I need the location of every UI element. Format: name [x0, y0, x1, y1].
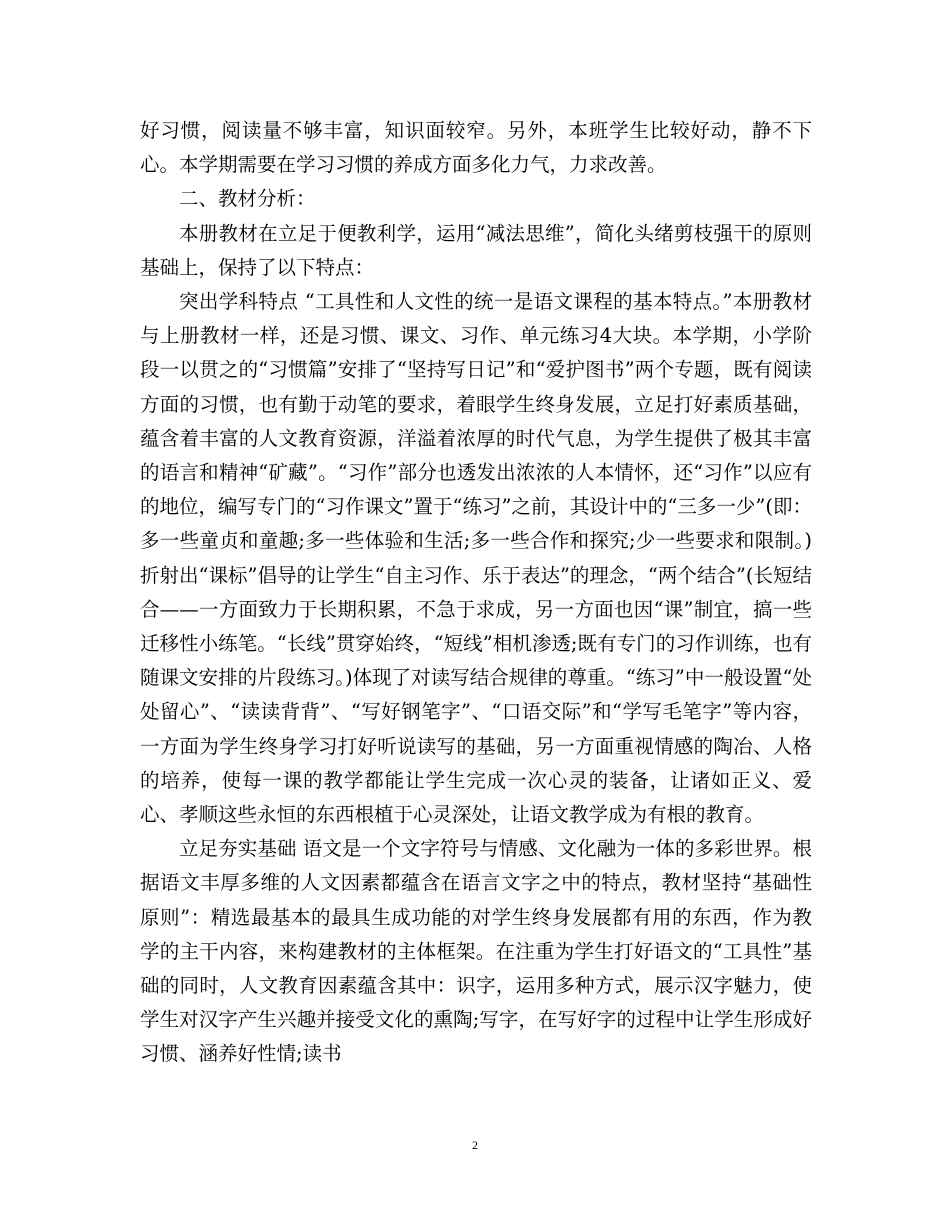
paragraph-3: 本册教材在立足于便教利学，运用“减法思维”，简化头绪剪枝强干的原则基础上，保持了以下特点：: [140, 221, 812, 279]
paragraph-5: 立足夯实基础 语文是一个文字符号与情感、文化融为一体的多彩世界。根据语文丰厚多维的人文因素都蕴含在语言文字之中的特点，教材坚持“基础性原则”：精选最基本的最具生成功能的对学生终身发展都有用的东西，作为教学的主干内容，来构建教材的主体框架。在注重为学生打好语文的“工具性”基础的同时，人文教育因素蕴含其中：识字，运用多种方式，展示汉字魅力，使学生对汉字产生兴趣并接受文化的熏陶;写字，在写好字的过程中让学生形成好习惯、涵养好性情;读书: [140, 837, 812, 1066]
page-number: 2: [472, 1138, 478, 1152]
section-heading-textbook-analysis: 二、教材分析：: [179, 187, 316, 211]
paragraph-1: 好习惯，阅读量不够丰富，知识面较窄。另外，本班学生比较好动，静不下心。本学期需要在学习习惯的养成方面多化力气，力求改善。: [140, 119, 812, 177]
paragraph-4: 突出学科特点 “工具性和人文性的统一是语文课程的基本特点。”本册教材与上册教材一样，还是习惯、课文、习作、单元练习4大块。本学期，小学阶段一以贯之的“习惯篇”安排了“坚持写日记”和“爱护图书”两个专题，既有阅读方面的习惯，也有勤于动笔的要求，着眼学生终身发展，立足打好素质基础，蕴含着丰富的人文教育资源，洋溢着浓厚的时代气息，为学生提供了极其丰富的语言和精神“矿藏”。“习作”部分也透发出浓浓的人本情怀，还“习作”以应有的地位，编写专门的“习作课文”置于“练习”之前，其设计中的“三多一少”(即：多一些童贞和童趣;多一些体验和生活;多一些合作和探究;少一些要求和限制。)折射出“课标”倡导的让学生“自主习作、乐于表达”的理念，“两个结合”(长短结合——一方面致力于长期积累，不急于求成，另一方面也因“课”制宜，搞一些迁移性小练笔。“长线”贯穿始终，“短线”相机渗透;既有专门的习作训练，也有随课文安排的片段练习。)体现了对读写结合规律的尊重。“练习”中一般设置“处处留心”、“读读背背”、“写好钢笔字”、“口语交际”和“学写毛笔字”等内容，一方面为学生终身学习打好听说读写的基础，另一方面重视情感的陶冶、人格的培养，使每一课的教学都能让学生完成一次心灵的装备，让诸如正义、爱心、孝顺这些永恒的东西根植于心灵深处，让语文教学成为有根的教育。: [140, 290, 812, 827]
document-body: [140, 114, 812, 1072]
